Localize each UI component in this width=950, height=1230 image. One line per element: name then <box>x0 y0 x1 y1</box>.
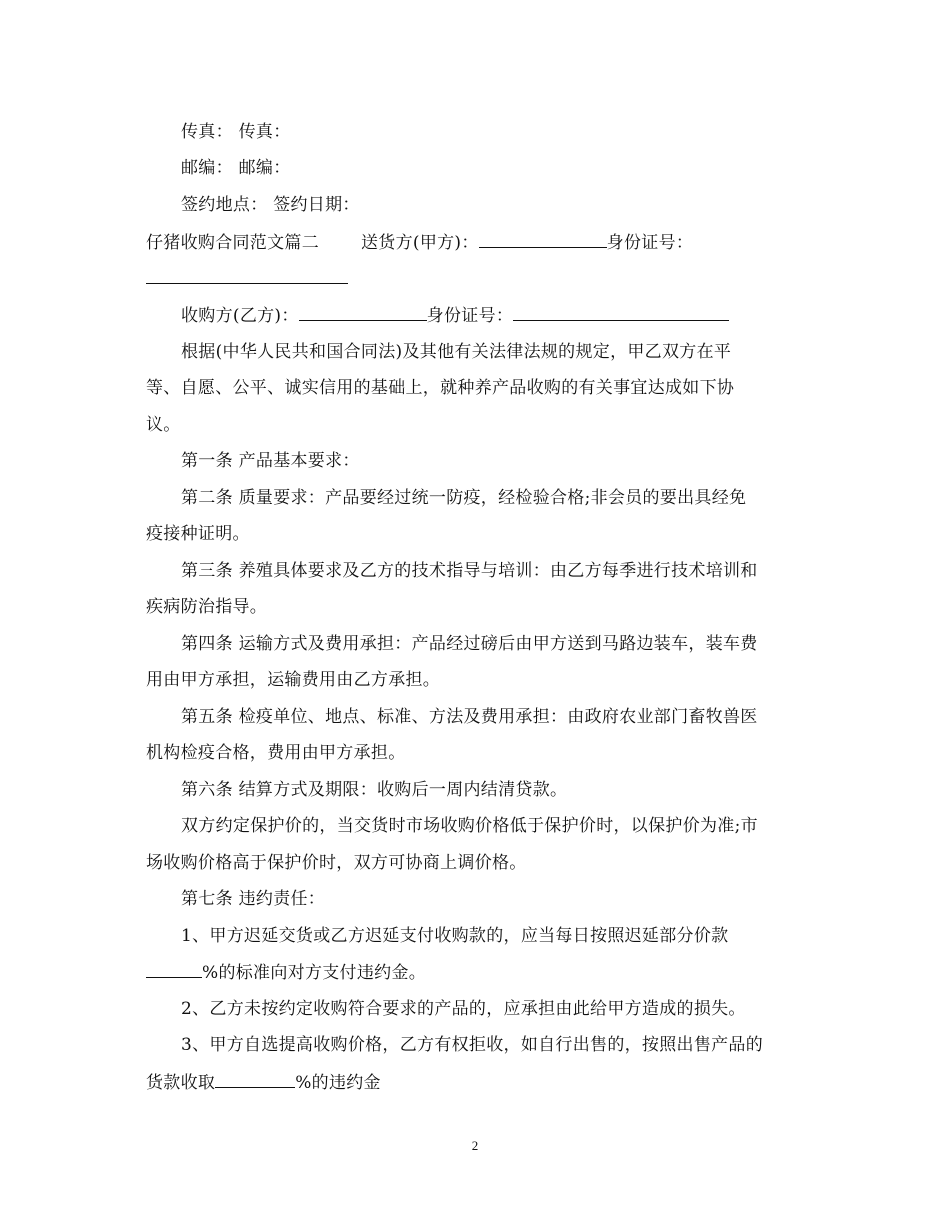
clause-3-text: %的违约金 <box>295 1073 381 1093</box>
clause-1-text: %的标准向对方支付违约金。 <box>202 963 427 983</box>
protection-price-line <box>146 853 806 873</box>
protection-price-text: 双方约定保护价的，当交货时市场收购价格低于保护价时，以保护价为准;市 <box>181 816 758 836</box>
clause-3-blank <box>215 1072 295 1088</box>
article-3-text: 第三条 养殖具体要求及乙方的技术指导与培训：由乙方每季进行技术培训和 <box>181 561 758 581</box>
clause-1-blank <box>146 962 202 978</box>
section-heading-line <box>146 232 806 253</box>
para-line <box>146 378 806 398</box>
fax-line <box>181 122 841 142</box>
article-1-text: 第一条 产品基本要求： <box>181 451 360 471</box>
clause-3-line <box>146 1072 806 1093</box>
para-text: 根据(中华人民共和国合同法)及其他有关法律法规的规定，甲乙双方在平 <box>181 342 732 362</box>
clause-3-text: 3、甲方自选提高收购价格，乙方有权拒收，如自行出售的，按照出售产品的 <box>181 1035 764 1055</box>
article-4-text: 第四条 运输方式及费用承担：产品经过磅后由甲方送到马路边装车，装车费 <box>181 634 758 654</box>
article-5-text: 第五条 检疫单位、地点、标准、方法及费用承担：由政府农业部门畜牧兽医 <box>181 707 758 727</box>
article-6-text: 第六条 结算方式及期限：收购后一周内结清贷款。 <box>181 780 568 800</box>
postcode-text: 邮编： 邮编： <box>181 158 291 178</box>
clause-1-text: 1、甲方迟延交货或乙方迟延支付收购款的，应当每日按照迟延部分价款 <box>181 926 729 946</box>
para-line <box>146 415 806 435</box>
article-2-text: 第二条 质量要求：产品要经过统一防疫，经检验合格;非会员的要出具经免 <box>181 488 747 508</box>
postcode-line <box>181 158 841 178</box>
article-7-text: 第七条 违约责任： <box>181 889 326 909</box>
page-number: 2 <box>471 1138 479 1153</box>
seller-label: 送货方(甲方)： <box>361 233 479 253</box>
article-7-line <box>181 889 841 909</box>
article-4-text: 用由甲方承担，运输费用由乙方承担。 <box>146 670 441 690</box>
article-4-line <box>181 634 841 654</box>
article-5-text: 机构检疫合格，费用由甲方承担。 <box>146 743 406 763</box>
article-5-line <box>181 707 841 727</box>
article-2-line <box>181 488 841 508</box>
para-line <box>181 342 841 362</box>
para-text: 议。 <box>146 415 181 435</box>
article-3-line <box>146 597 806 617</box>
seller-blank <box>479 232 607 248</box>
clause-2-text: 2、乙方未按约定收购符合要求的产品的，应承担由此给甲方造成的损失。 <box>181 999 746 1019</box>
article-3-text: 疾病防治指导。 <box>146 597 268 617</box>
article-3-line <box>181 561 841 581</box>
article-2-line <box>146 524 806 544</box>
seller-id-label: 身份证号： <box>606 233 694 253</box>
buyer-id-blank <box>513 305 729 321</box>
protection-price-text: 场收购价格高于保护价时，双方可协商上调价格。 <box>146 853 527 873</box>
buyer-line <box>181 305 841 326</box>
clause-1-line <box>146 962 806 983</box>
article-6-line <box>181 780 841 800</box>
clause-1-line <box>181 926 841 946</box>
buyer-label: 收购方(乙方)： <box>181 306 299 326</box>
buyer-blank <box>299 305 427 321</box>
fax-text: 传真： 传真： <box>181 122 291 142</box>
signing-line <box>181 195 841 215</box>
article-2-text: 疫接种证明。 <box>146 524 250 544</box>
protection-price-line <box>181 816 841 836</box>
clause-3-text: 货款收取 <box>146 1073 216 1093</box>
clause-3-line <box>181 1035 841 1055</box>
buyer-id-label: 身份证号： <box>426 306 514 326</box>
article-1-line <box>181 451 841 471</box>
seller-id-blank <box>146 268 348 284</box>
para-text: 等、自愿、公平、诚实信用的基础上，就种养产品收购的有关事宜达成如下协 <box>146 378 735 398</box>
clause-2-line <box>181 999 841 1019</box>
article-4-line <box>146 670 806 690</box>
article-5-line <box>146 743 806 763</box>
section-heading: 仔猪收购合同范文篇二 <box>146 233 319 253</box>
signing-text: 签约地点： 签约日期： <box>181 195 360 215</box>
seller-id-blank-line <box>146 268 806 289</box>
